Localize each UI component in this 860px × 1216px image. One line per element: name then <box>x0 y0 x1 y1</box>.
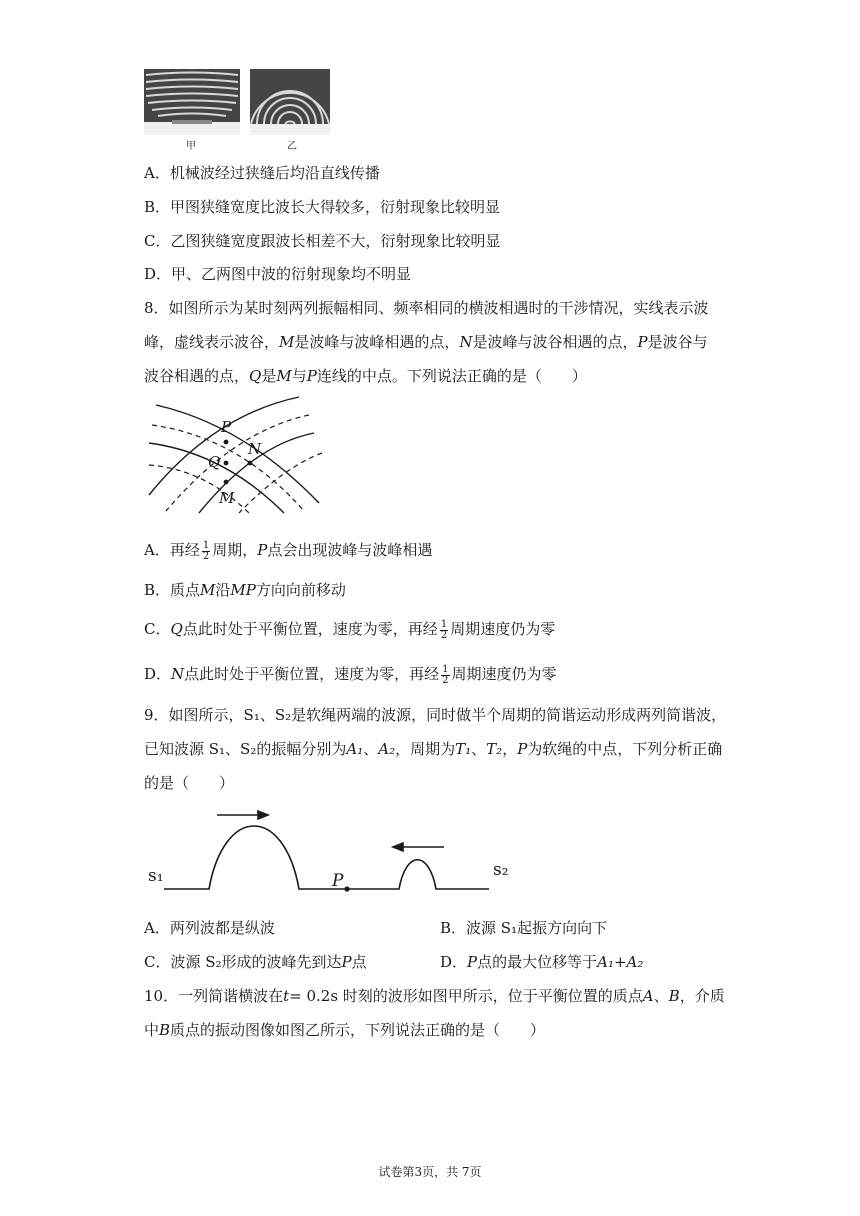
q7-option-a: A．机械波经过狭缝后均沿直线传播 <box>144 164 380 182</box>
q9-stem-line2: 已知波源 S₁、S₂的振幅分别为A₁、A₂，周期为T₁、T₂，P为软绳的中点，下列分析正确 <box>144 740 723 758</box>
q9-options-row1 <box>144 918 704 938</box>
q8-option-d: D．N点此时处于平衡位置，速度为零，再经 $\frac{1}{2}$ 周期速度仍为零 <box>144 663 557 686</box>
q9-options-row2 <box>144 952 704 972</box>
q7-option-d: D．甲、乙两图中波的衍射现象均不明显 <box>144 265 412 283</box>
point-q <box>224 461 229 466</box>
q9-option-b: B．波源 S₁起振方向向下 <box>440 919 608 937</box>
q8-option-b: B．质点M沿MP方向向前移动 <box>144 581 346 599</box>
q9-option-d: D．P点的最大位移等于A₁+A₂ <box>440 953 644 971</box>
q8-stem-line3: 波谷相遇的点，Q是M与P连线的中点。下列说法正确的是（ ） <box>144 367 587 385</box>
label-n: N <box>248 440 262 458</box>
label-m: M <box>219 489 235 507</box>
photo-label-yi: 乙 <box>287 141 297 152</box>
point-p <box>224 440 229 445</box>
q7-option-b: B．甲图狭缝宽度比波长大得较多，衍射现象比较明显 <box>144 198 501 216</box>
point-n <box>248 461 253 466</box>
point-m <box>224 480 229 485</box>
q10-stem-line2: 中B质点的振动图像如图乙所示，下列说法正确的是（ ） <box>144 1021 546 1039</box>
q9-option-c: C．波源 S₂形成的波峰先到达P点 <box>144 953 367 971</box>
q8-option-c: C．Q点此时处于平衡位置，速度为零，再经 $\frac{1}{2}$ 周期速度仍为零 <box>144 618 556 641</box>
q8-stem-line1: 8．如图所示为某时刻两列振幅相同、频率相同的横波相遇时的干涉情况，实线表示波 <box>144 299 709 317</box>
rope-label-s1: s₁ <box>148 866 164 886</box>
q8-stem-line2: 峰，虚线表示波谷，M是波峰与波峰相遇的点，N是波峰与波谷相遇的点，P是波谷与 <box>144 333 708 351</box>
photo-label-jia: 甲 <box>186 141 196 152</box>
diffraction-photo-yi <box>250 69 330 135</box>
label-p: P <box>221 418 232 436</box>
interference-diagram <box>144 395 329 515</box>
q9-stem-line1: 9．如图所示，S₁、S₂是软绳两端的波源，同时做半个周期的简谐运动形成两列简谐波， <box>144 706 727 724</box>
label-q: Q <box>208 453 221 471</box>
rope-label-s2: s₂ <box>493 860 509 880</box>
q8-option-a: A．再经 $\frac{1}{2}$ 周期，P点会出现波峰与波峰相遇 <box>144 539 433 562</box>
page-footer: 试卷第3页，共 7页 <box>378 1165 482 1179</box>
rope-wave-diagram <box>144 805 534 900</box>
rope-label-p: P <box>332 871 344 891</box>
q10-stem-line1: 10．一列简谐横波在t= 0.2s 时刻的波形如图甲所示，位于平衡位置的质点A、B，介质 <box>144 987 725 1005</box>
diffraction-photo-jia <box>144 69 240 135</box>
q7-option-c: C．乙图狭缝宽度跟波长相差不大，衍射现象比较明显 <box>144 232 501 250</box>
q9-option-a: A．两列波都是纵波 <box>144 919 275 937</box>
rope-point-p <box>344 886 349 891</box>
q9-stem-line3: 的是（ ） <box>144 774 235 792</box>
